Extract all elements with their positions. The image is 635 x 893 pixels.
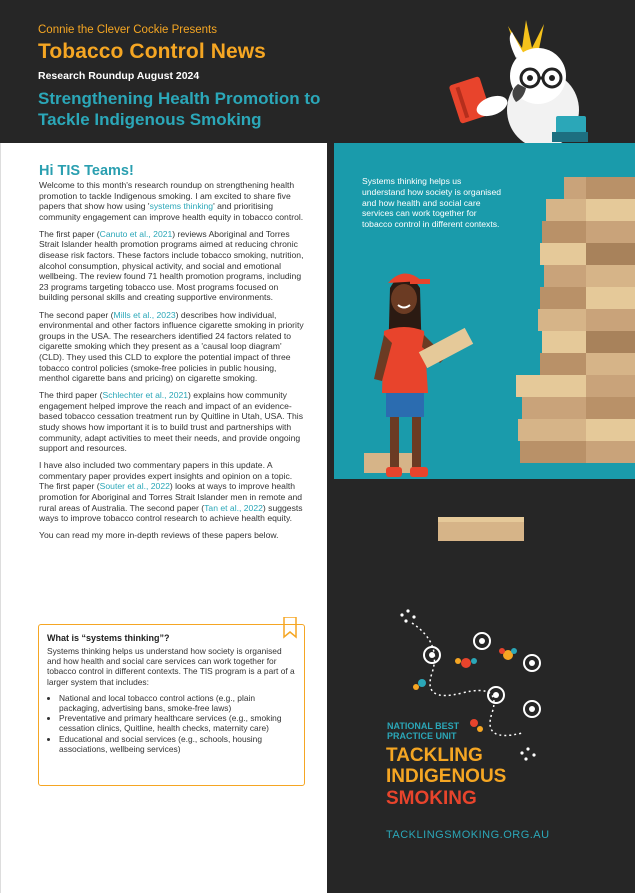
box-title: What is “systems thinking”? xyxy=(47,633,170,643)
greeting-heading: Hi TIS Teams! xyxy=(39,163,134,179)
newsletter-subtitle: Research Roundup August 2024 xyxy=(38,70,200,82)
intro-paragraph xyxy=(39,180,307,222)
intro-text-a: Welcome to this month's research roundup on strengthening health promotion to tackle Indigenous smoking. I am excited to share five papers that show how using ' xyxy=(39,180,295,212)
newsletter-title: Tobacco Control News xyxy=(38,40,266,63)
list-item: • Educational and social services (e.g., schools, housing associations, wellbeing services) xyxy=(59,734,297,754)
canuto-link[interactable]: Canuto et al., 2021 xyxy=(99,228,173,239)
presents-line: Connie the Clever Cockie Presents xyxy=(38,24,217,36)
p4-text-a: I have also included two commentary papers in this update. A commentary paper provides expert insights and opinion on a topic. The first paper ( xyxy=(39,460,293,492)
p2-text-b: ) describes how individual, environmental and other factors influence cigarette smoking in priority groups in the USA. The researchers identified 24 factors related to cigarette smoking which they present as a 'causal loop diagram' (CLD). They used this CLD to explore the potential impact of three tobacco control policies (smoke-free policies in public housing, menthol cigarette bans and pricing) on cigarette smoking. xyxy=(39,309,304,384)
schlechter-link[interactable]: Schlechter et al., 2021 xyxy=(102,390,189,401)
website-link[interactable]: TACKLINGSMOKING.ORG.AU xyxy=(386,829,550,841)
tan-link[interactable]: Tan et al., 2022 xyxy=(204,502,263,513)
paragraph-1 xyxy=(39,229,307,303)
systems-thinking-box xyxy=(38,624,305,786)
systems-thinking-link[interactable]: systems thinking xyxy=(149,201,214,212)
box-list xyxy=(47,693,297,754)
logo-line-1: TACKLING xyxy=(386,745,483,766)
article-body xyxy=(39,180,307,547)
paragraph-2 xyxy=(39,310,307,384)
logo-word-smoking: SMOKING xyxy=(386,788,477,809)
box-body xyxy=(47,646,297,754)
paragraph-5: You can read my more in-depth reviews of these papers below. xyxy=(39,530,279,541)
paragraph-4 xyxy=(39,460,307,524)
logo-unit-label: NATIONAL BEST PRACTICE UNIT xyxy=(387,721,460,741)
list-item: • National and local tobacco control actions (e.g., plain packaging, advertising bans, smoke-free laws) xyxy=(59,693,297,713)
p2-text-a: The second paper ( xyxy=(39,309,114,320)
box-description: Systems thinking helps us understand how society is organised and how health and social care services can work together for tobacco control in different contexts. The TIS program is a part of a larger system that includes: xyxy=(47,646,295,687)
p3-text-b: ) explains how community engagement helped improve the reach and impact of an evidence-based tobacco cessation treatment run by Quitline in Utah, USA. This study shows how important it is to build trust and partnerships with community, adapt activities to meet their needs, and provide ongoing support and resources. xyxy=(39,390,303,454)
intro-text-b: ' and prioritising community engagement can improve health equity in tobacco control. xyxy=(39,201,304,222)
issue-headline: Strengthening Health Promotion to Tackle Indigenous Smoking xyxy=(38,89,321,129)
side-column xyxy=(327,143,635,893)
souter-link[interactable]: Souter et al., 2022 xyxy=(99,481,170,492)
jenga-tower-illustration xyxy=(334,143,635,553)
mills-link[interactable]: Mills et al., 2023 xyxy=(113,309,176,320)
logo-line-2: INDIGENOUS xyxy=(386,766,507,787)
cockatoo-illustration xyxy=(448,18,588,143)
p4-text-c: ) suggests ways to improve tobacco control research to achieve health equity. xyxy=(39,502,303,524)
header xyxy=(0,0,635,143)
bookmark-icon xyxy=(282,617,298,639)
main-column xyxy=(0,143,328,893)
callout-text: Systems thinking helps us understand how society is organised and how health and social care services can work together for tobacco control in different contexts. xyxy=(362,176,502,230)
p1-text-a: The first paper ( xyxy=(39,228,100,239)
paragraph-3 xyxy=(39,390,307,454)
p4-text-b: ) looks at ways to improve health promotion for Aboriginal and Torres Strait Islander men in remote and rural areas of Australia. The second paper ( xyxy=(39,481,303,513)
p3-text-a: The third paper ( xyxy=(39,390,103,401)
list-item: • Preventative and primary healthcare services (e.g., smoking cessation clinics, Quitline, health checks, maternity care) xyxy=(59,713,297,733)
logo-word-tackling xyxy=(386,745,506,787)
p1-text-b: ) reviews Aboriginal and Torres Strait Islander health promotion programs aimed at reducing chronic disease risk factors. These factors include tobacco smoking, nutrition, alcohol consumption, physical activity, and social and emotional wellbeing. The review found 71 health promotion programs, including 23 programs targeting tobacco use. Most programs focused on building personal skills and creating supportive environments. xyxy=(39,228,304,303)
